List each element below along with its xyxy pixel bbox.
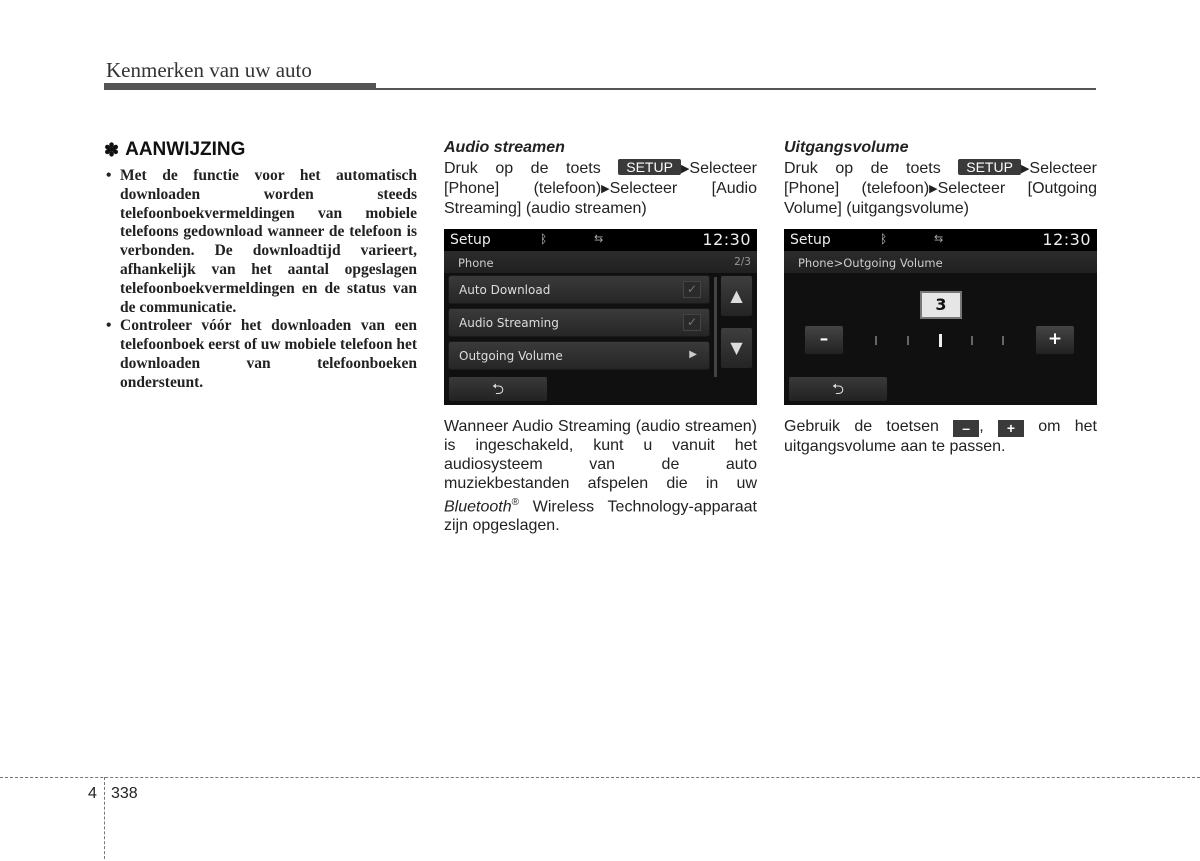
screen-subtitle: Phone>Outgoing Volume <box>798 256 943 270</box>
description-text: Wireless Technology-apparaat zijn opgeslagen. <box>444 498 757 535</box>
usb-icon: ⇆ <box>934 232 944 245</box>
volume-tick <box>1002 336 1004 345</box>
outgoing-volume-section <box>784 139 1097 218</box>
screen-status-bar <box>444 229 757 251</box>
back-icon: ⮌ <box>831 380 844 398</box>
menu-item-audio-streaming[interactable] <box>448 308 710 337</box>
triangle-arrow-icon: ▶ <box>929 183 938 195</box>
screen-title: Setup <box>790 232 831 248</box>
page-header-title: Kenmerken van uw auto <box>106 58 312 82</box>
bluetooth-term: Bluetooth <box>444 498 512 516</box>
screen-subtitle-bar <box>784 251 1097 273</box>
instruction-text: Druk op de toets <box>784 160 941 177</box>
note-star-icon: ✽ <box>104 139 120 160</box>
footer-vertical-rule <box>104 777 105 859</box>
back-icon: ⮌ <box>491 380 504 398</box>
screen-page-indicator: 2/3 <box>734 256 751 268</box>
menu-item-label: Outgoing Volume <box>459 349 563 363</box>
chevron-right-icon: ▶ <box>689 349 697 360</box>
instruction-text: Selecteer [Phone] (telefoon) <box>444 160 757 197</box>
instruction-text: Selecteer [Audio Streaming] (audio streamen) <box>444 180 757 217</box>
minus-key-icon: – <box>953 420 979 437</box>
chapter-number: 4 <box>88 785 97 802</box>
phone-setup-screen <box>444 229 757 405</box>
volume-tick <box>875 336 877 345</box>
audio-streaming-description <box>444 417 757 535</box>
screen-title: Setup <box>450 232 491 248</box>
scrollbar[interactable] <box>714 277 717 377</box>
setup-key-label: SETUP <box>958 159 1021 175</box>
description-text: Gebruik de toetsen <box>784 418 939 435</box>
volume-value-display: 3 <box>920 291 962 319</box>
screen-status-bar <box>784 229 1097 251</box>
description-text: , <box>979 418 984 435</box>
back-button[interactable] <box>448 376 548 402</box>
volume-tick <box>907 336 909 345</box>
note-heading <box>104 139 417 161</box>
menu-item-label: Audio Streaming <box>459 316 559 330</box>
screen-clock: 12:30 <box>702 230 751 249</box>
screen-subtitle-bar <box>444 251 757 273</box>
description-text: Wanneer Audio Streaming (audio streamen) is ingeschakeld, kunt u vanuit het audiosysteem van de auto muziekbestanden afspelen die in uw <box>444 418 757 492</box>
audio-streaming-title: Audio streamen <box>444 139 565 156</box>
note-item: • Met de functie voor het automatisch downloaden worden steeds telefoonboekvermeldingen van mobiele telefoons gedownload wanneer de telefoon is verbonden. De downloadtijd varieert, afhankelijk van het aantal opgeslagen telefoonboekvermeldingen en de status van de communicatie. <box>104 167 417 317</box>
registered-mark: ® <box>511 497 519 508</box>
volume-plus-button[interactable]: + <box>1035 325 1075 355</box>
bluetooth-icon: ᛒ <box>540 232 548 246</box>
audio-streaming-section <box>444 139 757 218</box>
instruction-text: Selecteer [Phone] (telefoon) <box>784 160 1097 197</box>
menu-item-auto-download[interactable] <box>448 275 710 304</box>
instruction-text: Druk op de toets <box>444 160 601 177</box>
volume-tick <box>971 336 973 345</box>
outgoing-volume-instructions <box>784 159 1097 218</box>
plus-key-icon: + <box>998 420 1024 437</box>
volume-tick-active <box>939 334 942 347</box>
note-item: • Controleer vóór het downloaden van een telefoonboek eerst of uw mobiele telefoon het downloaden van telefoonboeken ondersteunt. <box>104 317 417 392</box>
setup-key-label: SETUP <box>618 159 681 175</box>
arrow-up-icon: ▲ <box>730 286 743 305</box>
screen-subtitle: Phone <box>458 256 494 270</box>
menu-item-label: Auto Download <box>459 283 551 297</box>
outgoing-volume-screen <box>784 229 1097 405</box>
header-rule-thin <box>104 88 1096 90</box>
note-heading-text: AANWIJZING <box>125 139 246 160</box>
triangle-arrow-icon: ▶ <box>1020 163 1030 175</box>
scroll-up-button[interactable] <box>720 275 753 317</box>
triangle-arrow-icon: ▶ <box>680 163 690 175</box>
usb-icon: ⇆ <box>594 232 604 245</box>
audio-streaming-instructions <box>444 159 757 218</box>
note-section <box>104 139 417 393</box>
arrow-down-icon: ▼ <box>730 338 743 357</box>
triangle-arrow-icon: ▶ <box>601 183 610 195</box>
scroll-down-button[interactable] <box>720 327 753 369</box>
back-button[interactable] <box>788 376 888 402</box>
checkbox-icon[interactable]: ✓ <box>683 314 701 331</box>
bluetooth-icon: ᛒ <box>880 232 888 246</box>
description-text: om het uitgangsvolume aan te passen. <box>784 418 1097 455</box>
outgoing-volume-title: Uitgangsvolume <box>784 139 909 156</box>
checkbox-icon[interactable]: ✓ <box>683 281 701 298</box>
note-list <box>104 167 417 393</box>
screen-clock: 12:30 <box>1042 230 1091 249</box>
outgoing-volume-description <box>784 417 1097 456</box>
menu-item-outgoing-volume[interactable] <box>448 341 710 370</box>
instruction-text: Selecteer [Outgoing Volume] (uitgangsvolume) <box>784 180 1097 217</box>
footer-rule <box>0 777 1200 778</box>
volume-minus-button[interactable]: – <box>804 325 844 355</box>
page-number: 338 <box>111 785 138 802</box>
